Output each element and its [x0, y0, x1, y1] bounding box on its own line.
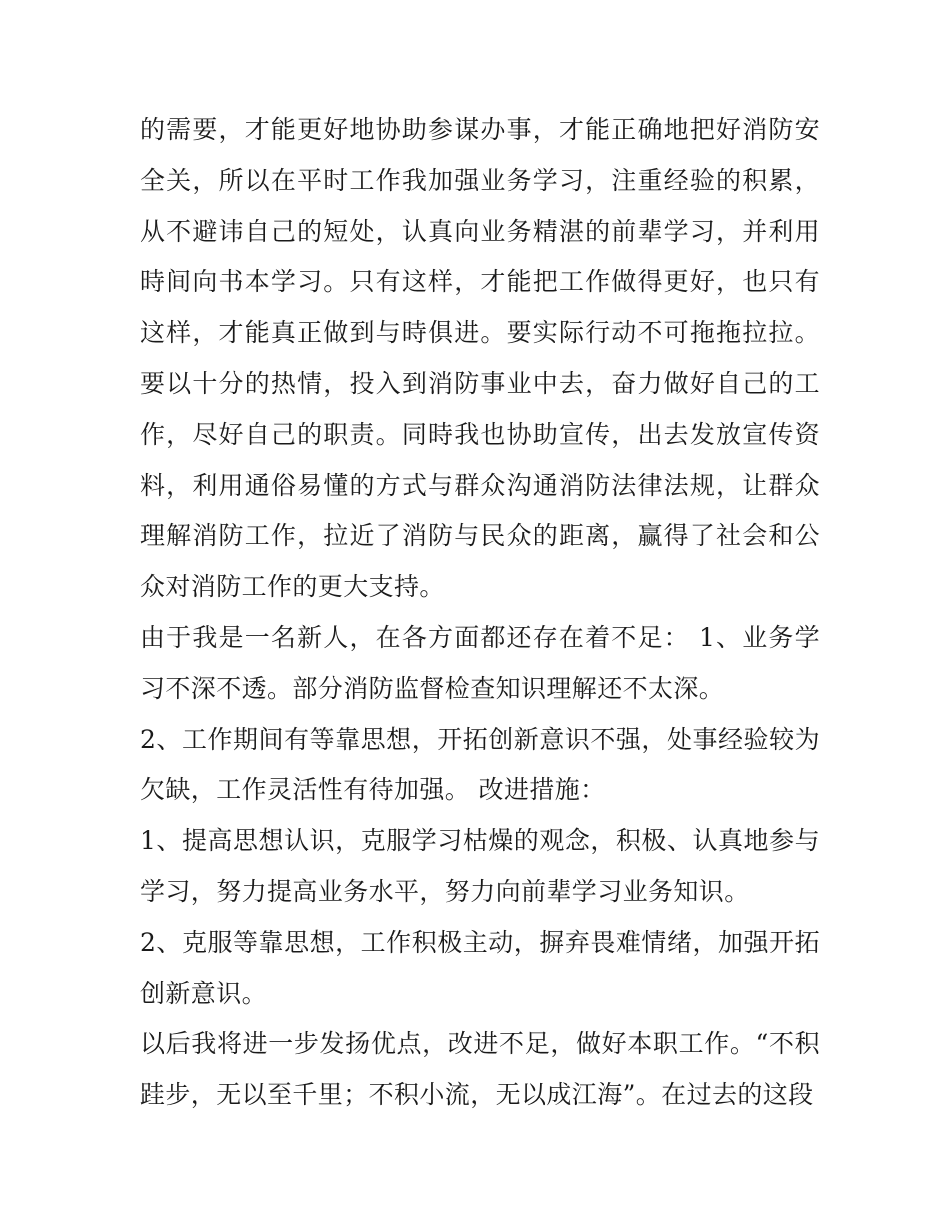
- paragraph-2: 由于我是一名新人，在各方面都还存在着不足： 1、业务学习不深不透。部分消防监督检查知识理解还不太深。: [140, 622, 820, 703]
- document-body: [140, 105, 820, 1121]
- paragraph-3: 2、工作期间有等靠思想，开拓创新意识不强，处事经验较为欠缺，工作灵活性有待加强。 改进措施：: [140, 724, 820, 805]
- paragraph-5: 2、克服等靠思想，工作积极主动，摒弃畏难情绪，加强开拓创新意识。: [140, 927, 820, 1008]
- paragraph-1: 的需要，才能更好地协助参谋办事，才能正确地把好消防安全关，所以在平时工作我加强业务学习，注重经验的积累，从不避讳自己的短处，认真向业务精湛的前辈学习，并利用時间向书本学习。只有这样，才能把工作做得更好，也只有这样，才能真正做到与時俱进。要实际行动不可拖拖拉拉。要以十分的热情，投入到消防事业中去，奋力做好自己的工作，尽好自己的职责。同時我也协助宣传，出去发放宣传资料，利用通俗易懂的方式与群众沟通消防法律法规，让群众理解消防工作，拉近了消防与民众的距离，赢得了社会和公众对消防工作的更大支持。: [140, 115, 820, 602]
- paragraph-4: 1、提高思想认识，克服学习枯燥的观念，积极、认真地参与学习，努力提高业务水平，努力向前辈学习业务知识。: [140, 826, 820, 906]
- paragraph-6: 以后我将进一步发扬优点，改进不足，做好本职工作。“不积跬步，无以至千里；不积小流，无以成江海”。在过去的这段: [140, 1029, 820, 1110]
